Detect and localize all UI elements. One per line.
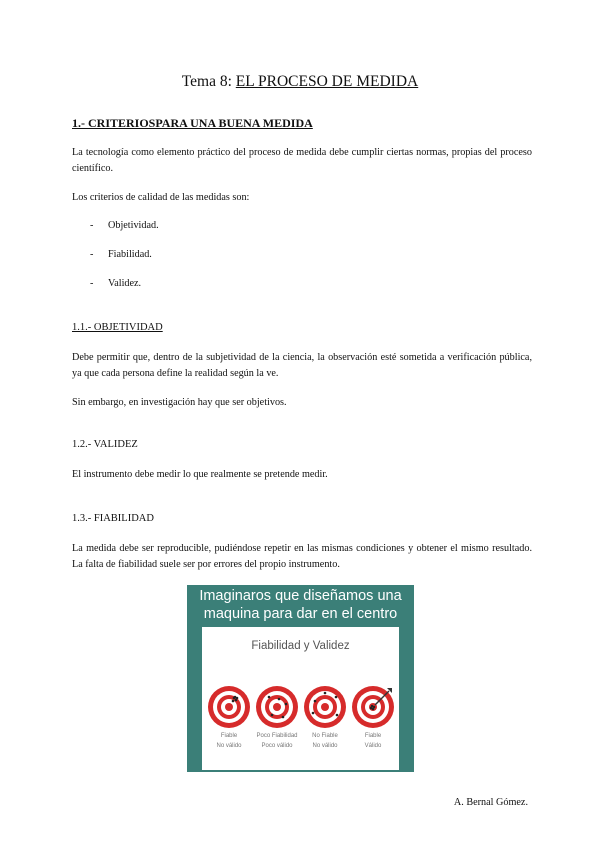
caption-validity: No válido (216, 743, 242, 749)
objetividad-paragraph-2: Sin embargo, en investigación hay que ser objetivos. (72, 397, 287, 408)
caption-reliability: No Fiable (312, 733, 338, 739)
target-icon (255, 685, 299, 729)
title-main: EL PROCESO DE MEDIDA (235, 73, 419, 90)
figure-panel (202, 627, 399, 770)
section-heading-criterios: 1.- CRITERIOSPARA UNA BUENA MEDIDA (72, 116, 313, 130)
caption-validity: Poco válido (261, 743, 293, 749)
page-title (0, 73, 600, 91)
caption-reliability: Fiable (364, 733, 382, 739)
target-caption (300, 731, 350, 751)
list-item-text: Objetividad. (108, 220, 159, 231)
list-item (90, 220, 159, 231)
target-icon (303, 685, 347, 729)
heading-validez: 1.2.- VALIDEZ (72, 439, 138, 450)
validez-paragraph: El instrumento debe medir lo que realmente se pretende medir. (72, 469, 328, 480)
target-caption (348, 731, 398, 751)
figure-subtitle: Fiabilidad y Validez (251, 640, 350, 652)
fiabilidad-paragraph: La medida debe ser reproducible, pudiéndose repetir en las mismas condiciones y obtener el mismo resultado. La falta de fiabilidad suele ser por errores del propio instrumento. (72, 543, 532, 570)
caption-validity: No válido (312, 743, 338, 749)
author-signature: A. Bernal Gómez. (453, 797, 528, 808)
list-dash: - (90, 249, 94, 260)
objetividad-paragraph: Debe permitir que, dentro de la subjetividad de la ciencia, la observación esté sometida a verificación pública, ya que cada persona define la realidad según la ve. (72, 352, 532, 379)
intro-paragraph: La tecnología como elemento práctico del proceso de medida debe cumplir ciertas normas, propias del proceso científico. (72, 147, 532, 174)
list-item-text: Validez. (108, 278, 142, 289)
target-caption (204, 731, 254, 751)
list-dash: - (90, 220, 94, 231)
list-item (90, 249, 152, 260)
list-dash: - (90, 278, 94, 289)
list-item-text: Fiabilidad. (108, 249, 152, 260)
target-icon (351, 685, 395, 729)
target-icon (207, 685, 251, 729)
caption-reliability: Poco Fiabilidad (256, 733, 298, 739)
criteria-intro: Los criterios de calidad de las medidas son: (72, 192, 250, 203)
heading-objetividad: 1.1.- OBJETIVIDAD (72, 322, 163, 333)
heading-fiabilidad: 1.3.- FIABILIDAD (72, 513, 154, 524)
title-prefix: Tema 8: (181, 73, 232, 90)
reliability-validity-figure (187, 585, 414, 772)
figure-headline (187, 587, 414, 623)
figure-headline-line1: Imaginaros que diseñamos una (199, 588, 402, 604)
caption-reliability: Fiable (220, 733, 238, 739)
list-item (90, 278, 141, 289)
target-caption (252, 731, 302, 751)
caption-validity: Válido (364, 743, 382, 749)
figure-headline-line2: maquina para dar en el centro (203, 606, 398, 622)
